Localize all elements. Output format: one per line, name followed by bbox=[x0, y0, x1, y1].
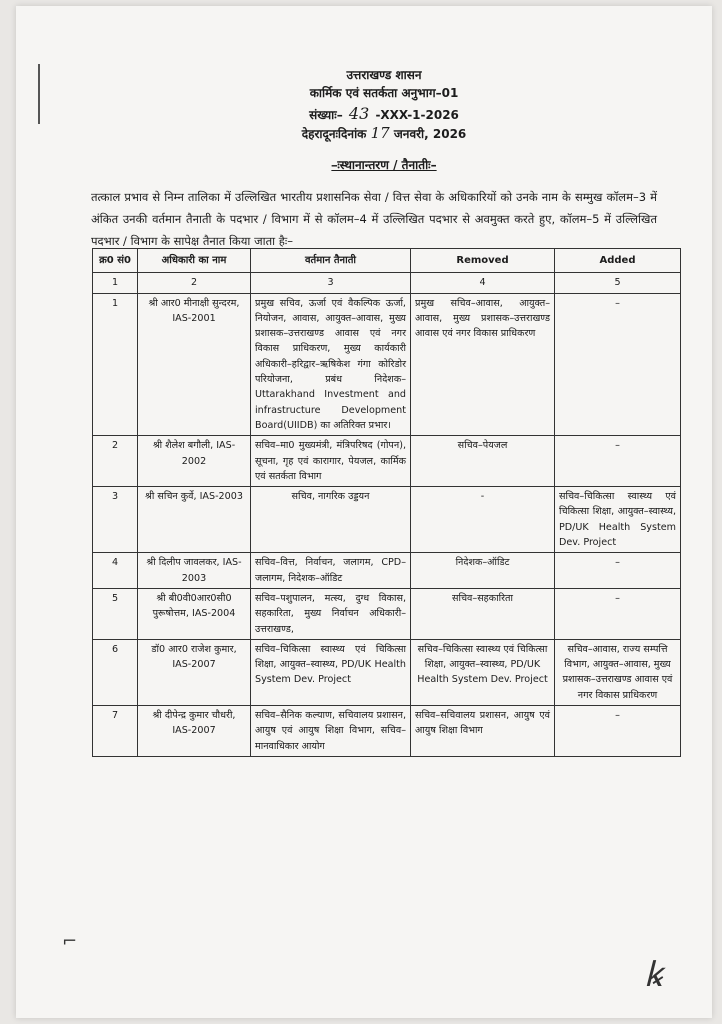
cell-officer-name: श्री सचिन कुर्वे, IAS-2003 bbox=[138, 487, 251, 553]
cell-officer-name: श्री आर0 मीनाक्षी सुन्दरम, IAS-2001 bbox=[138, 293, 251, 436]
cell-added: – bbox=[555, 588, 681, 639]
table-row bbox=[93, 487, 681, 553]
col-number: 5 bbox=[555, 273, 681, 293]
cell-officer-name: श्री बी0वी0आर0सी0 पुरूषोत्तम, IAS-2004 bbox=[138, 588, 251, 639]
cell-officer-name: श्री दीपेन्द्र कुमार चौधरी, IAS-2007 bbox=[138, 706, 251, 757]
order-number-prefix: संख्याः– bbox=[309, 108, 343, 122]
cell-removed: - bbox=[411, 487, 555, 553]
govt-title: उत्तराखण्ड शासन bbox=[346, 68, 422, 82]
cell-serial: 6 bbox=[93, 639, 138, 705]
header-current-posting: वर्तमान तैनाती bbox=[251, 249, 411, 273]
cell-removed: सचिव–पेयजल bbox=[411, 436, 555, 487]
order-number-handwritten: 43 bbox=[348, 104, 370, 123]
cell-serial: 7 bbox=[93, 706, 138, 757]
initials-signature: ꝃ bbox=[643, 955, 662, 995]
order-number bbox=[56, 104, 712, 123]
col-number: 3 bbox=[251, 273, 411, 293]
cell-serial: 4 bbox=[93, 553, 138, 589]
cell-added: – bbox=[555, 293, 681, 436]
order-date bbox=[56, 124, 712, 142]
cell-removed: सचिव–सचिवालय प्रशासन, आयुष एवं आयुष शिक्षा विभाग bbox=[411, 706, 555, 757]
cell-current-posting: प्रमुख सचिव, ऊर्जा एवं वैकल्पिक ऊर्जा, नियोजन, आवास, आयुक्त–आवास, मुख्य प्रशासक–उत्तराखण्ड आवास एवं नगर विकास प्राधिकरण, मुख्य कार्यकारी अधिकारी–हरिद्वार–ऋषिकेश गंगा कोरिडोर परियोजना, प्रबंध निदेशक– Uttarakhand Investment and infrastructure Development Board(UIIDB) का अतिरिक्त प्रभार। bbox=[251, 293, 411, 436]
header-added: Added bbox=[555, 249, 681, 273]
column-number-row bbox=[93, 273, 681, 293]
table-row bbox=[93, 588, 681, 639]
transfer-table bbox=[92, 248, 681, 757]
cell-current-posting: सचिव–चिकित्सा स्वास्थ्य एवं चिकित्सा शिक्षा, आयुक्त–स्वास्थ्य, PD/UK Health System Dev. Project bbox=[251, 639, 411, 705]
cell-added: सचिव–आवास, राज्य सम्पत्ति विभाग, आयुक्त–आवास, मुख्य प्रशासक–उत्तराखण्ड आवास एवं नगर विकास प्राधिकरण bbox=[555, 639, 681, 705]
cell-removed: प्रमुख सचिव–आवास, आयुक्त–आवास, मुख्य प्रशासक–उत्तराखण्ड आवास एवं नगर विकास प्राधिकरण bbox=[411, 293, 555, 436]
margin-mark bbox=[38, 64, 40, 124]
cell-current-posting: सचिव, नागरिक उड्डयन bbox=[251, 487, 411, 553]
table-row bbox=[93, 436, 681, 487]
cell-serial: 5 bbox=[93, 588, 138, 639]
cell-current-posting: सचिव–मा0 मुख्यमंत्री, मंत्रिपरिषद (गोपन), सूचना, गृह एवं कारागार, पेयजल, कार्मिक एवं सतर्कता विभाग bbox=[251, 436, 411, 487]
col-number: 2 bbox=[138, 273, 251, 293]
cell-removed: सचिव–चिकित्सा स्वास्थ्य एवं चिकित्सा शिक्षा, आयुक्त–स्वास्थ्य, PD/UK Health System Dev. Project bbox=[411, 639, 555, 705]
order-date-suffix: जनवरी, 2026 bbox=[393, 127, 467, 141]
cell-current-posting: सचिव–वित्त, निर्वाचन, जलागम, CPD–जलागम, निदेशक–ऑडिट bbox=[251, 553, 411, 589]
header-officer-name: अधिकारी का नाम bbox=[138, 249, 251, 273]
subject-heading: –ःस्थानान्तरण / तैनातीः– bbox=[331, 158, 437, 172]
header-serial: क्र0 सं0 bbox=[93, 249, 138, 273]
table-row bbox=[93, 706, 681, 757]
cell-officer-name: श्री दिलीप जावलकर, IAS-2003 bbox=[138, 553, 251, 589]
cell-officer-name: डॉ0 आर0 राजेश कुमार, IAS-2007 bbox=[138, 639, 251, 705]
cell-removed: निदेशक–ऑडिट bbox=[411, 553, 555, 589]
table-row bbox=[93, 293, 681, 436]
order-date-handwritten: 17 bbox=[370, 124, 390, 142]
order-date-prefix: देहरादूनःदिनांक bbox=[301, 127, 367, 141]
cell-serial: 3 bbox=[93, 487, 138, 553]
cell-removed: सचिव–सहकारिता bbox=[411, 588, 555, 639]
cell-current-posting: सचिव–सैनिक कल्याण, सचिवालय प्रशासन, आयुष एवं आयुष शिक्षा विभाग, सचिव–मानवाधिकार आयोग bbox=[251, 706, 411, 757]
cell-serial: 2 bbox=[93, 436, 138, 487]
cell-added: – bbox=[555, 706, 681, 757]
cell-serial: 1 bbox=[93, 293, 138, 436]
cell-officer-name: श्री शैलेश बगौली, IAS-2002 bbox=[138, 436, 251, 487]
table-row bbox=[93, 553, 681, 589]
col-number: 4 bbox=[411, 273, 555, 293]
order-number-suffix: -XXX-1-2026 bbox=[375, 108, 459, 122]
cell-added: – bbox=[555, 436, 681, 487]
col-number: 1 bbox=[93, 273, 138, 293]
header-removed: Removed bbox=[411, 249, 555, 273]
order-paragraph: तत्काल प्रभाव से निम्न तालिका में उल्लिखित भारतीय प्रशासनिक सेवा / वित्त सेवा के अधिकारियों को उनके नाम के सम्मुख कॉलम–3 में अंकित उनकी वर्तमान तैनाती के पदभार / विभाग में से कॉलम–4 में उल्लिखित पदभार से अवमुक्त करते हुए, कॉलम–5 में उल्लिखित पदभार / विभाग के सापेक्ष तैनात किया जाता हैः– bbox=[91, 190, 657, 248]
margin-tick-mark: ⌐ bbox=[62, 931, 78, 952]
department-title: कार्मिक एवं सतर्कता अनुभाग–01 bbox=[309, 86, 459, 100]
table-row bbox=[93, 639, 681, 705]
cell-added: सचिव–चिकित्सा स्वास्थ्य एवं चिकित्सा शिक्षा, आयुक्त–स्वास्थ्य, PD/UK Health System Dev. Project bbox=[555, 487, 681, 553]
cell-added: – bbox=[555, 553, 681, 589]
table-header-row bbox=[93, 249, 681, 273]
cell-current-posting: सचिव–पशुपालन, मत्स्य, दुग्ध विकास, सहकारिता, मुख्य निर्वाचन अधिकारी– उत्तराखण्ड, bbox=[251, 588, 411, 639]
